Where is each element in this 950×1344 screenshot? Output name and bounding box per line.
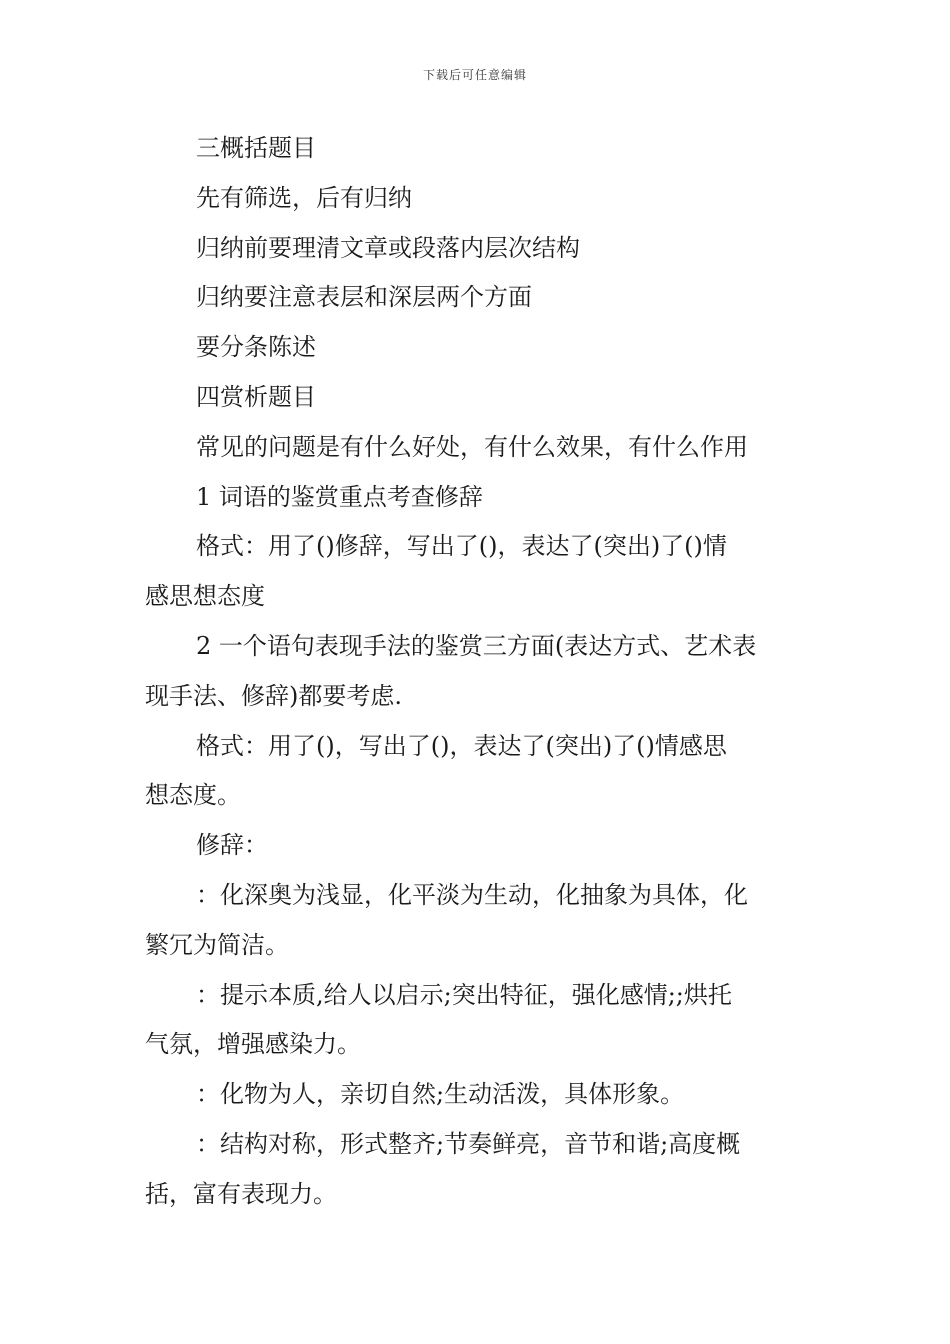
paragraph-line-continued: 感思想态度 <box>145 582 265 611</box>
section-heading-appreciation: 四赏析题目 <box>196 382 316 411</box>
paragraph-line: ：提示本质,给人以启示;突出特征，强化感情;;烘托 <box>196 980 732 1009</box>
paragraph-line-continued: 气氛，增强感染力。 <box>145 1030 361 1059</box>
paragraph-line: 归纳前要理清文章或段落内层次结构 <box>196 233 580 262</box>
paragraph-line: ：结构对称，形式整齐;节奏鲜亮，音节和谐;高度概 <box>196 1129 741 1158</box>
paragraph-line: ：化深奥为浅显，化平淡为生动，化抽象为具体，化 <box>196 880 748 909</box>
paragraph-line: 先有筛选，后有归纳 <box>196 183 412 212</box>
paragraph-line: 格式：用了()，写出了()，表达了(突出)了()情感思 <box>196 731 727 760</box>
paragraph-line-continued: 现手法、修辞)都要考虑. <box>145 681 402 710</box>
paragraph-line-continued: 括，富有表现力。 <box>145 1179 337 1208</box>
paragraph-line: 归纳要注意表层和深层两个方面 <box>196 283 532 312</box>
paragraph-line: 1 词语的鉴赏重点考查修辞 <box>196 482 483 511</box>
paragraph-line-continued: 繁冗为简洁。 <box>145 930 289 959</box>
paragraph-line: 格式：用了()修辞，写出了()，表达了(突出)了()情 <box>196 532 727 561</box>
paragraph-line: 修辞： <box>196 831 268 860</box>
paragraph-line-continued: 想态度。 <box>145 781 241 810</box>
document-body <box>145 124 810 1220</box>
paragraph-line: 要分条陈述 <box>196 333 316 362</box>
paragraph-line: 2 一个语句表现手法的鉴赏三方面(表达方式、艺术表 <box>196 631 757 660</box>
page-header: 下载后可任意编辑 <box>422 68 527 82</box>
paragraph-line: ：化物为人，亲切自然;生动活泼，具体形象。 <box>196 1080 685 1109</box>
paragraph-line: 常见的问题是有什么好处，有什么效果，有什么作用 <box>196 432 748 461</box>
section-heading-summary: 三概括题目 <box>196 134 316 162</box>
